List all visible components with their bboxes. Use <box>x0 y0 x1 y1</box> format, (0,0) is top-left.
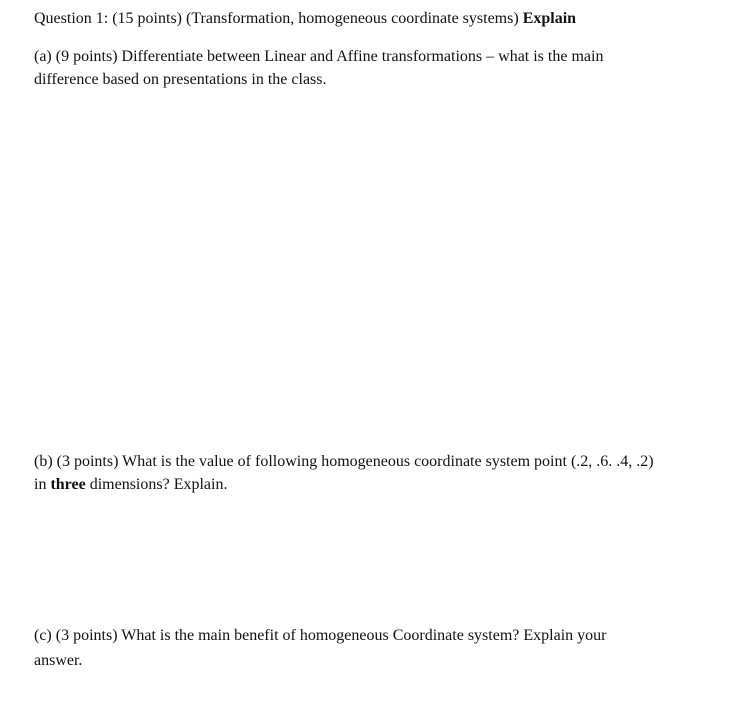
part-b-line-2-suffix: dimensions? Explain. <box>85 476 228 493</box>
part-c-line-2: answer. <box>34 652 83 669</box>
part-b-line-2-bold: three <box>50 476 86 493</box>
part-a-line-1: (a) (9 points) Differentiate between Linear and Affine transformations – what is the main <box>34 48 604 65</box>
question-1-header-bold: Explain <box>522 10 577 27</box>
part-b-line-2 <box>34 475 227 495</box>
part-a-line-2: difference based on presentations in the class. <box>34 71 327 88</box>
question-1-header <box>34 9 576 29</box>
part-b-line-1: (b) (3 points) What is the value of following homogeneous coordinate system point (.2, .6. .4, .2) <box>34 453 654 470</box>
part-c-line-1: (c) (3 points) What is the main benefit of homogeneous Coordinate system? Explain your <box>34 627 607 644</box>
question-1-header-text: Question 1: (15 points) (Transformation, homogeneous coordinate systems) <box>34 10 523 27</box>
part-b-line-2-prefix: in <box>34 476 51 493</box>
